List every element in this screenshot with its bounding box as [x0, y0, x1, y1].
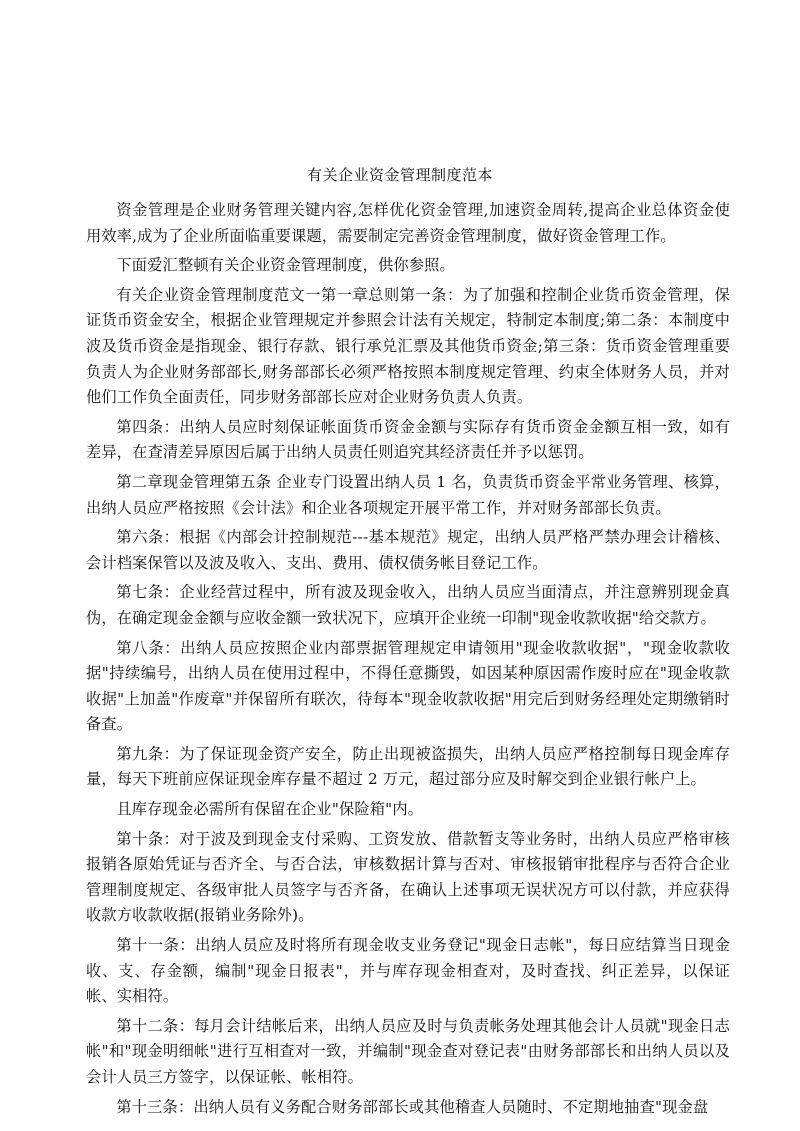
paragraph: 第十二条：每月会计结帐后来，出纳人员应及时与负责帐务处理其他会计人员就"现金日志帐"和"现金明细帐"进行互相查对一致，并编制"现金查对登记表"由财务部部长和出纳人员以及会计人员三方签字，以保证帐、帐相符。	[86, 1016, 730, 1086]
paragraph: 第六条：根据《内部会计控制规范---基本规范》规定，出纳人员严格严禁办理会计稽核、会计档案保管以及波及收入、支出、费用、债权债务帐目登记工作。	[86, 528, 730, 572]
paragraph: 第四条：出纳人员应时刻保证帐面货币资金金额与实际存有货币资金金额互相一致，如有差异，在查清差异原因后属于出纳人员责任则追究其经济责任并予以惩罚。	[86, 417, 730, 462]
paragraph: 有关企业资金管理制度范文一第一章总则第一条：为了加强和控制企业货币资金管理，保证货币资金安全，根据企业管理规定并参照会计法有关规定，特制定本制度;第二条：本制度中波及货币资金是指现金、银行存款、银行承兑汇票及其他货币资金;第三条：货币资金管理重要负责人为企业财务部部长,财务部部长必须严格按照本制度规定管理、约束全体财务人员，并对他们工作负全面责任，同步财务部部长应对企业财务负责人负责。	[86, 285, 730, 407]
paragraph: 第十一条：出纳人员应及时将所有现金收支业务登记"现金日志帐"，每日应结算当日现金收、支、存金额，编制"现金日报表"，并与库存现金相查对，及时查找、纠正差异，以保证帐、实相符。	[86, 936, 730, 1006]
paragraph: 资金管理是企业财务管理关键内容,怎样优化资金管理,加速资金周转,提高企业总体资金使用效率,成为了企业所面临重要课题，需要制定完善资金管理制度，做好资金管理工作。	[86, 201, 730, 245]
paragraph: 且库存现金必需所有保留在企业"保险箱"内。	[116, 800, 424, 819]
paragraph: 第十三条：出纳人员有义务配合财务部部长或其他稽查人员随时、不定期地抽查"现金盘	[116, 1097, 709, 1116]
paragraph: 第七条：企业经营过程中，所有波及现金收入，出纳人员应当面清点，并注意辨别现金真伪，在确定现金金额与应收金额一致状况下，应填开企业统一印制"现金收款收据"给交款方。	[86, 583, 730, 627]
document-title: 有关企业资金管理制度范本	[306, 166, 493, 184]
document-body	[86, 198, 730, 1124]
paragraph: 第八条：出纳人员应按照企业内部票据管理规定申请领用"现金收款收据"，"现金收款收据"持续编号，出纳人员在使用过程中，不得任意撕毁，如因某种原因需作废时应在"现金收款收据"上加盖"作废章"并保留所有联次，待每本"现金收款收据"用完后到财务经理处定期缴销时备查。	[86, 638, 730, 734]
paragraph: 第十条：对于波及到现金支付采购、工资发放、借款暂支等业务时，出纳人员应严格审核报销各原始凭证与否齐全、与否合法，审核数据计算与否对、审核报销审批程序与否符合企业管理制度规定、各级审批人员签字与否齐备，在确认上述事项无误状况方可以付款，并应获得收款方收款收据(报销业务除外)。	[86, 829, 730, 925]
paragraph: 下面爱汇整顿有关企业资金管理制度，供你参照。	[116, 256, 455, 275]
paragraph: 第九条：为了保证现金资产安全，防止出现被盗损失，出纳人员应严格控制每日现金库存量，每天下班前应保证现金库存量不超过 2 万元，超过部分应及时解交到企业银行帐户上。	[86, 744, 730, 789]
paragraph: 第二章现金管理第五条 企业专门设置出纳人员 1 名，负责货币资金平常业务管理、核算，出纳人员应严格按照《会计法》和企业各项规定开展平常工作，并对财务部部长负责。	[86, 472, 730, 517]
